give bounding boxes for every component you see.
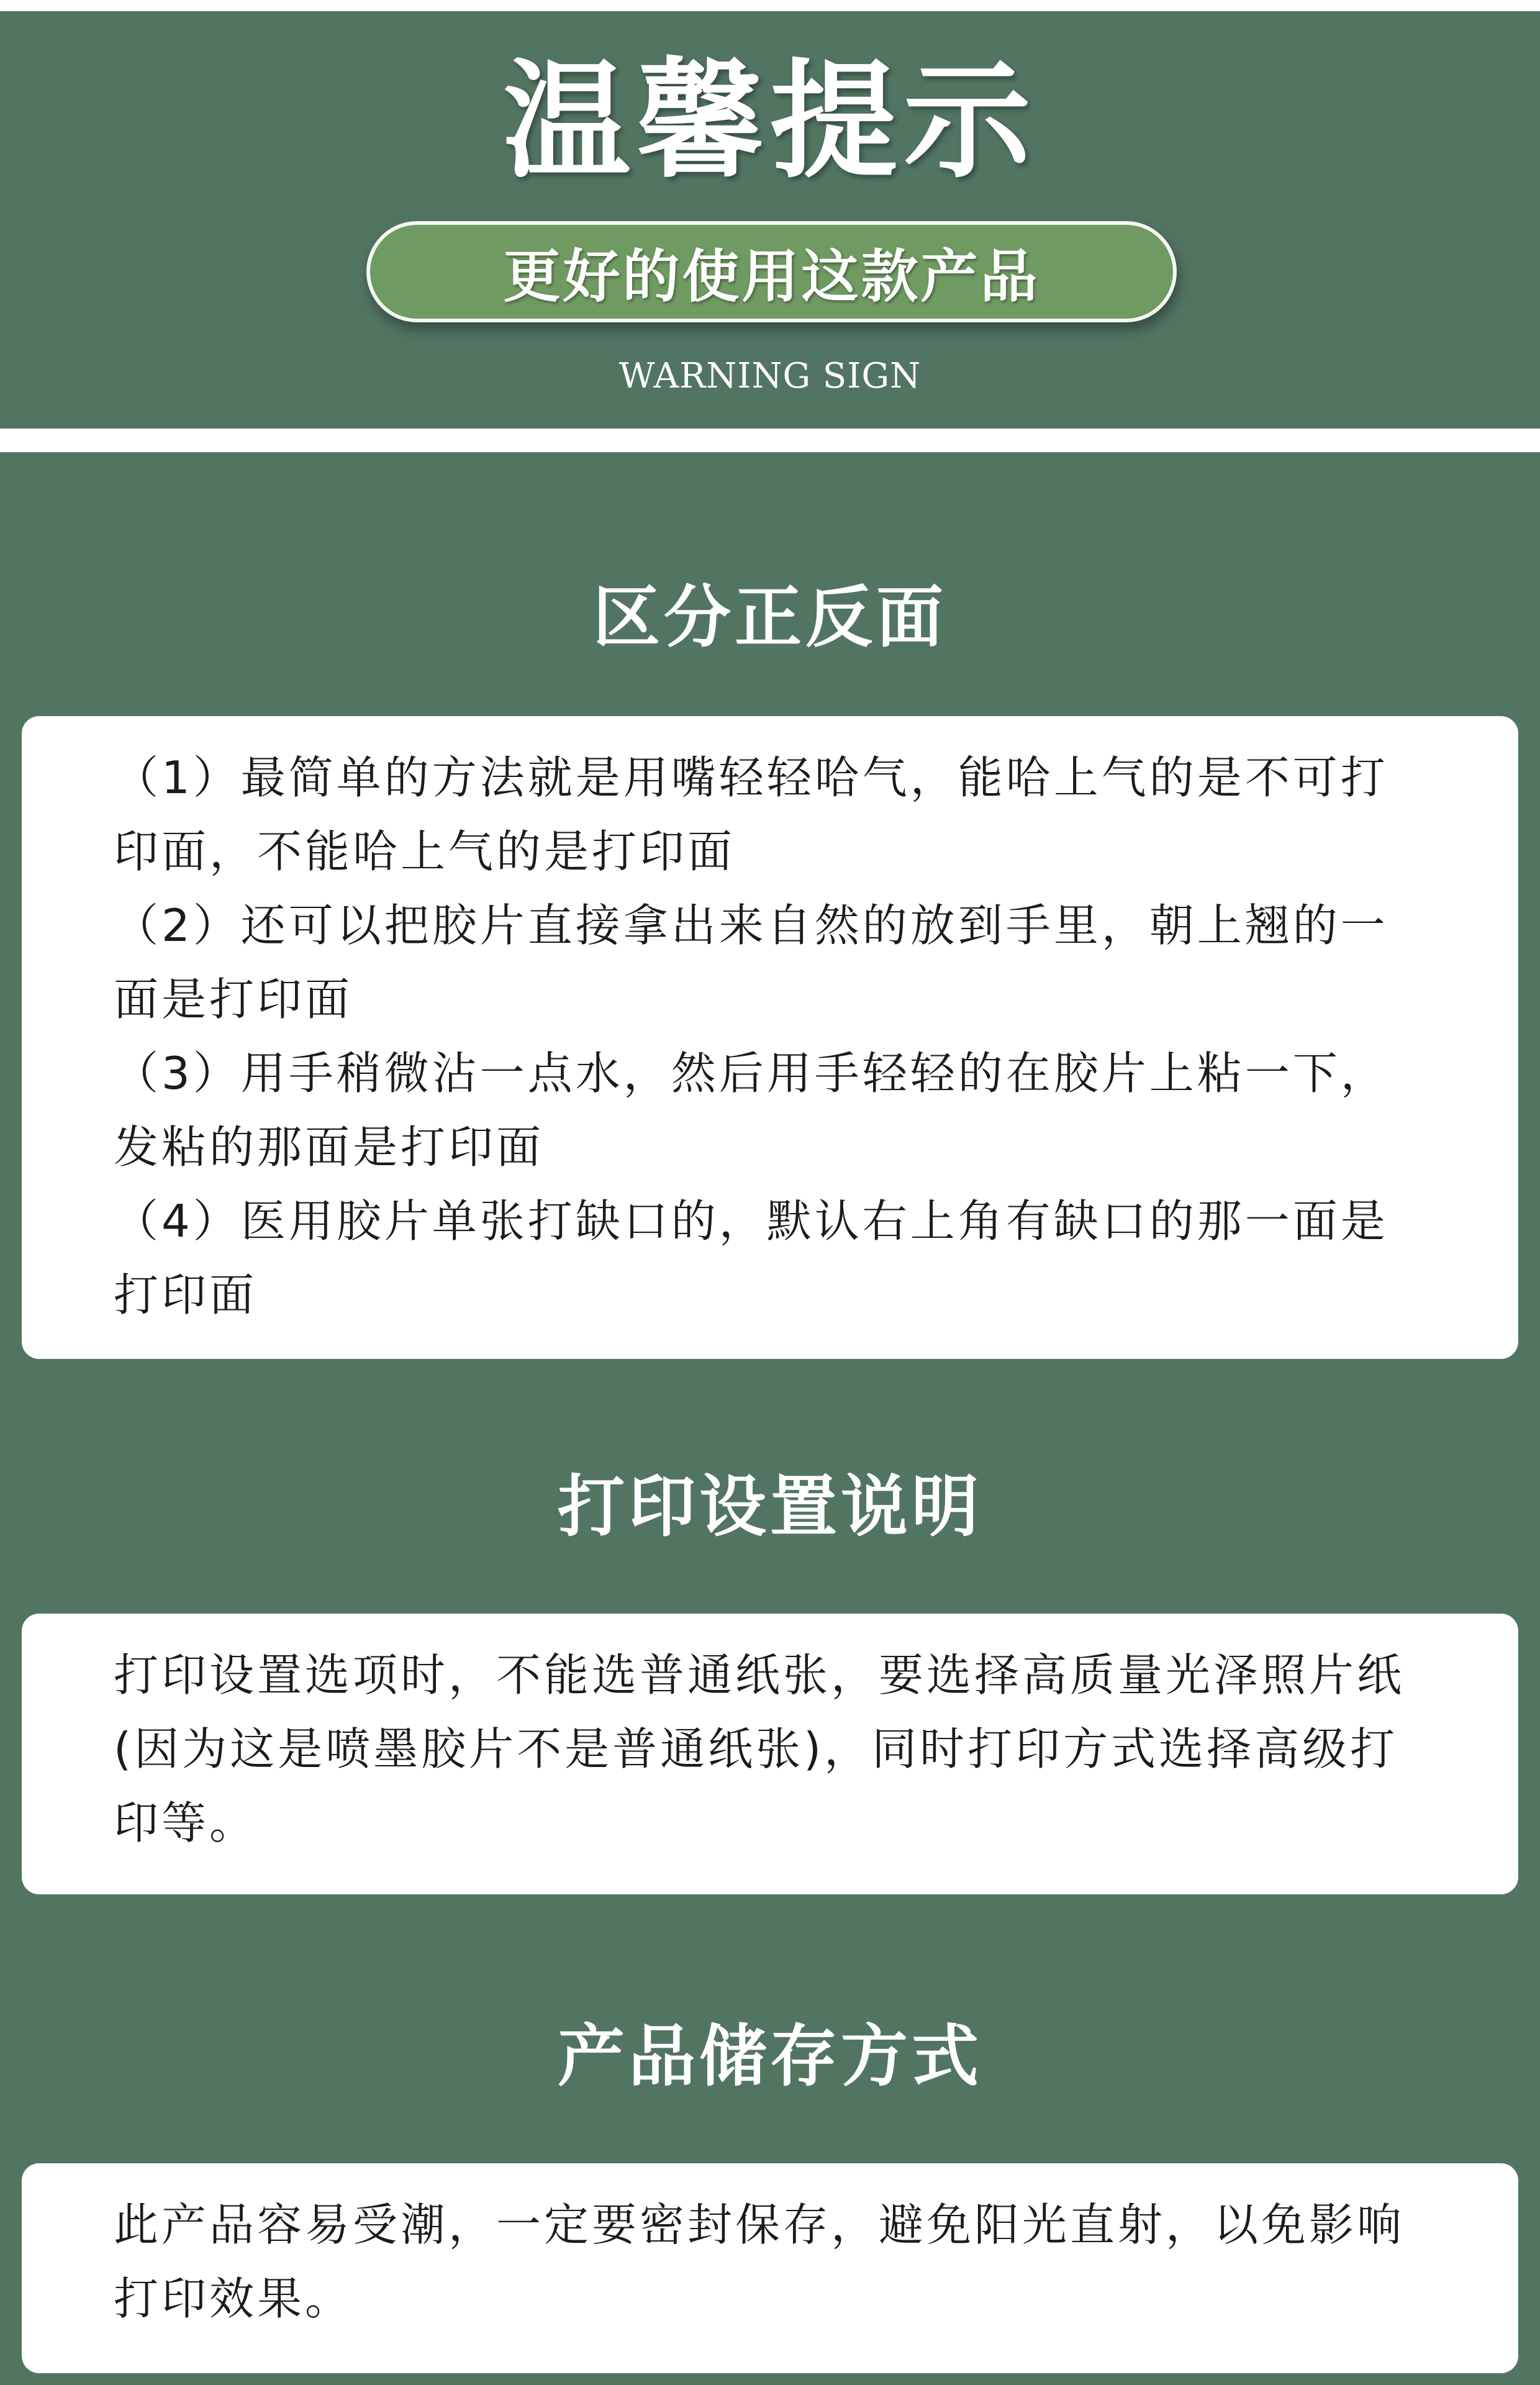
paragraph-storage: 此产品容易受潮，一定要密封保存，避免阳光直射，以免影响打印效果。 (114, 2199, 1405, 2325)
content-area (0, 452, 1540, 2385)
section-title-distinguish-sides: 区分正反面 (592, 579, 947, 656)
paragraph-method-1: （1）最简单的方法就是用嘴轻轻哈气，能哈上气的是不可打印面，不能哈上气的是打印面 (114, 752, 1388, 878)
section-title-print-settings: 打印设置说明 (557, 1468, 982, 1546)
subtitle-pill-text: 更好的使用这款产品 (503, 242, 1040, 310)
card-print-settings (22, 1614, 1518, 1894)
header-banner (0, 0, 1540, 429)
section-title-storage: 产品储存方式 (557, 2018, 982, 2096)
paragraph-method-3: （3）用手稍微沾一点水，然后用手轻轻的在胶片上粘一下，发粘的那面是打印面 (114, 1047, 1388, 1173)
card-distinguish-sides (22, 716, 1518, 1359)
warning-sign-label: WARNING SIGN (618, 356, 922, 396)
paragraph-method-2: （2）还可以把胶片直接拿出来自然的放到手里，朝上翘的一面是打印面 (114, 899, 1388, 1025)
paragraph-method-4: （4）医用胶片单张打缺口的，默认右上角有缺口的那一面是打印面 (114, 1195, 1388, 1321)
card-storage (22, 2163, 1518, 2373)
subtitle-pill (366, 221, 1177, 322)
paragraph-print-settings: 打印设置选项时，不能选普通纸张，要选择高质量光泽照片纸(因为这是喷墨胶片不是普通纸张)，同时打印方式选择高级打印等。 (114, 1649, 1405, 1849)
page-title: 温馨提示 (503, 47, 1037, 196)
